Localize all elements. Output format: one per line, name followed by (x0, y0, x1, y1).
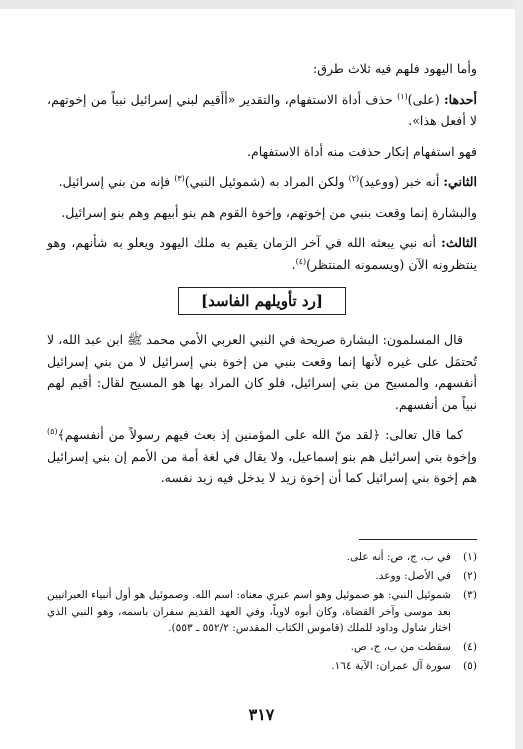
footnote-item (47, 587, 477, 636)
intro-paragraph: وأما اليهود فلهم فيه ثلاث طرق: (312, 61, 477, 76)
first-way-paragraph: أحدها: (على)$^{(١)}$ حذف أداة الاستفهام، والتقدير «أأقيم لبني إسرائيل نبياً من إخوتهم، لا أفعل هذا». (47, 91, 477, 128)
footnote-text: سورة آل عمران: الآية ١٦٤. (331, 660, 451, 673)
second-way-paragraph: الثاني: أنه خبر (ووعيد)$^{(٢)}$ ولكن المراد به (شموئيل النبي)$^{(٣)}$ فإنه من بني إسرائيل. (58, 173, 477, 189)
footnote-item (47, 639, 477, 655)
footnote-number: (٥) (463, 660, 477, 673)
second-way-label: الثاني: (443, 174, 477, 189)
footnote-number: (٢) (463, 570, 477, 583)
quran-paragraph: كما قال تعالى: ﴿لقد منّ الله على المؤمنين إذ بعث فيهم رسولاً من أنفسهم﴾$^{(٥)}$ وإخوة بني إسرائيل هم بنو إسماعيل، ولا يقال في لغة أمة من الأمم إن بني إسرائيل هم إخوة بني إسرائيل كما أن إخوة زيد لا يدخل فيه زيد نفسه. (47, 426, 477, 485)
footnote-number: (٤) (463, 641, 477, 654)
main-text (47, 58, 477, 498)
scan-edge-top (0, 0, 523, 9)
footnote-separator (359, 539, 477, 540)
muslims-paragraph: قال المسلمون: البشارة صريحة في النبي العربي الأمي محمد ﷺ ابن عبد الله، لا تُحتمَل على غيره لأنها إنما وقعت بنبي من إخوة بني إسرائيل لا من بني إسرائيل أنفسهم، والمسيح من بني إسرائيل، فلو كان المراد بها هو المسيح لقال: أقيم لهم نبياً من أنفسهم. (47, 332, 477, 412)
footnote-ref-2: (٢) (348, 173, 360, 183)
footnote-item (47, 549, 477, 565)
footnote-number: (٣) (463, 589, 477, 602)
footnote-text: سقطت من ب، ج، ص. (350, 641, 451, 654)
footnote-text: في الأصل: ووعد. (375, 570, 451, 583)
footnote-number: (١) (463, 551, 477, 563)
footnote-ref-1: (١) (397, 91, 408, 101)
scan-edge-right (515, 0, 523, 749)
page-number: ٣١٧ (248, 705, 275, 724)
footnote-ref-3: (٣) (174, 173, 185, 183)
footnote-text: شموئيل النبي: هو صموئيل وهو اسم عبري معناه: اسم الله. وصموئيل هو أول أنبياء العبرانيين بعد موسى وآخر القضاة، وكان أبوه لاوياً، وفي العهد القديم سفران باسمه، وهو النبي الذي اختار شاول وداود للملك (قاموس الكتاب المقدس: ٥٥٢/٢ ـ ٥٥٣). (47, 589, 451, 634)
footnote-ref-4: (٤) (295, 256, 307, 266)
footnotes (47, 549, 477, 677)
footnote-ref-5: (٥) (47, 426, 58, 436)
third-way-paragraph: الثالث: أنه نبي يبعثه الله في آخر الزمان يقيم به ملك اليهود ويعلو به شأنهم، وهو ينتظرونه الآن (ويسمونه المنتظر)$^{(٤)}$. (47, 235, 477, 272)
footnote-item (47, 658, 477, 674)
glad-tidings-paragraph: والبشارة إنما وقعت بنبي من إخوتهم، وإخوة القوم هم بنو أبيهم وهم بنو إسرائيل. (61, 204, 477, 220)
footnote-text: في ب، ج، ص: أنه على. (346, 551, 451, 563)
footnote-item (47, 568, 477, 584)
section-heading: [رد تأويلهم الفاسد] (47, 287, 477, 315)
first-way-note: فهو استفهام إنكار حذفت منه أداة الاستفهام. (246, 143, 477, 159)
first-way-label: أحدها: (443, 91, 477, 107)
third-way-label: الثالث: (441, 235, 477, 250)
